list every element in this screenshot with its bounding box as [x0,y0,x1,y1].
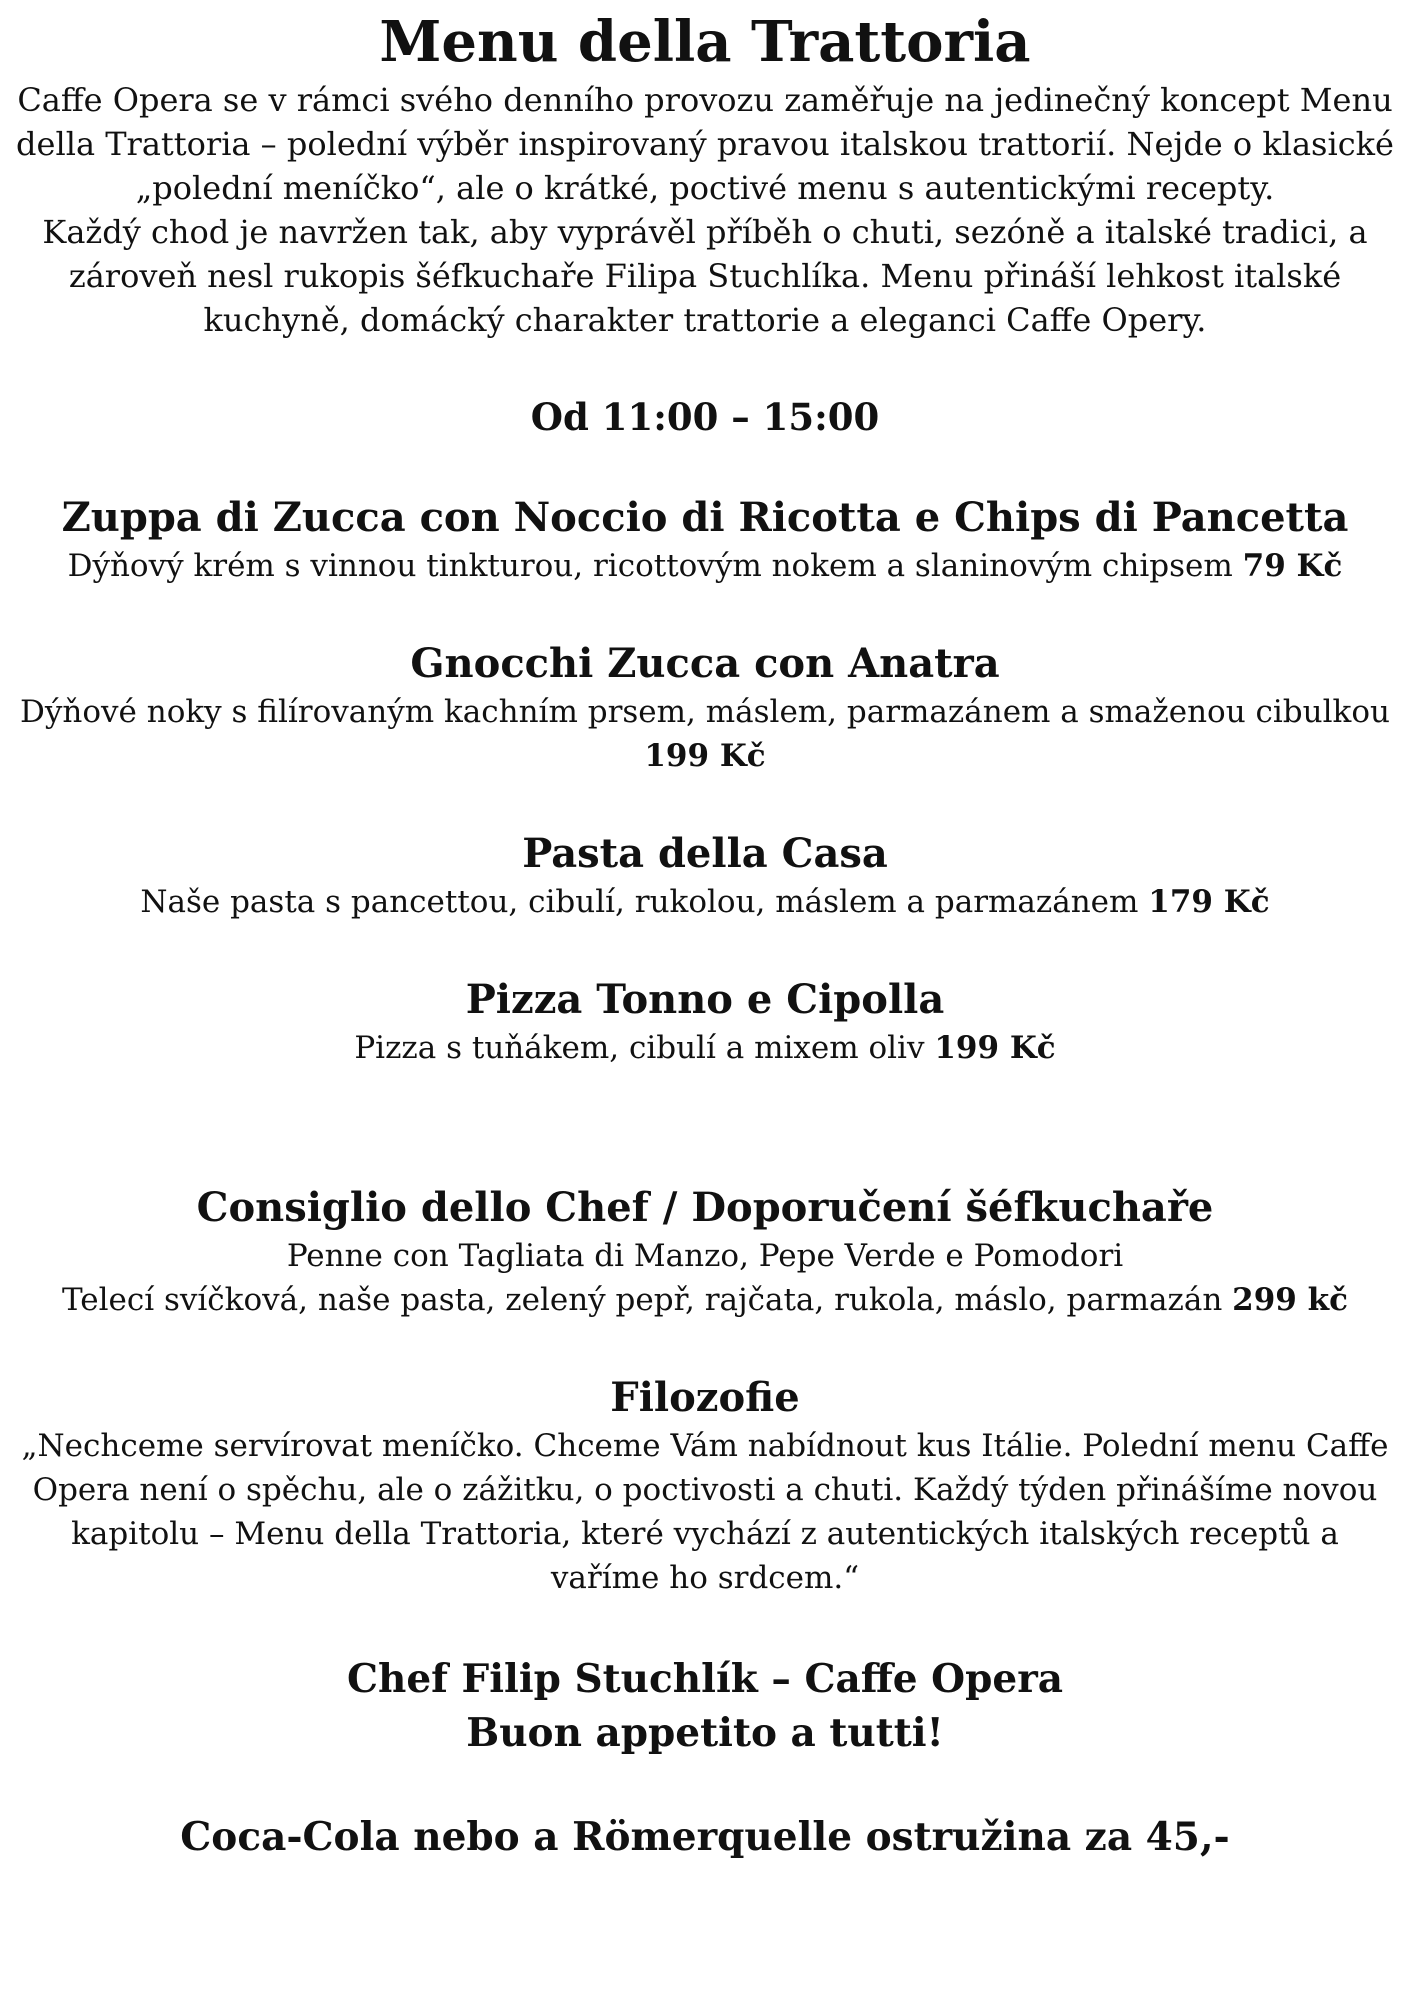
dish-item-soup [0,492,1410,588]
dish-price: 199 Kč [934,1030,1056,1066]
signoff-chef-line: Chef Filip Stuchlík – Caffe Opera [346,1656,1064,1702]
philosophy-heading: Filozofie [610,1374,800,1421]
signoff-greeting: Buon appetito a tutti! [466,1710,944,1756]
philosophy-quote: „Nechceme servírovat meníčko. Chceme Vám nabídnout kus Itálie. Polední menu Caffe Opera není o spěchu, ale o zážitku, o poctivosti a chuti. Každý týden přinášíme novou kapitolu – Menu della Trattoria, které vychází z autentických italských receptů a vaříme ho srdcem.“ [21,1428,1389,1596]
chef-dish-description [0,1278,1410,1322]
dish-description-text: Pizza s tuňákem, cibulí a mixem oliv [354,1030,925,1066]
chef-recommendation-heading: Consiglio dello Chef / Doporučení šéfkuchaře [196,1184,1214,1231]
chef-dish-description-text: Telecí svíčková, naše pasta, zelený pepř, rajčata, rukola, máslo, parmazán [61,1282,1223,1318]
dish-item-pizza [0,974,1410,1070]
dish-description [0,544,1410,588]
dish-name: Gnocchi Zucca con Anatra [410,640,1000,687]
dish-description-text: Dýňové noky s filírovaným kachním prsem, máslem, parmazánem a smaženou cibulkou [20,694,1390,730]
dish-description [0,1026,1410,1070]
dish-price: 79 Kč [1242,548,1343,584]
page-title: Menu della Trattoria [379,9,1031,75]
intro-paragraph-1: Caffe Opera se v rámci svého denního provozu zaměřuje na jedinečný koncept Menu della Trattoria – polední výběr inspirovaný pravou italskou trattorií. Nejde o klasické „polední meníčko“, ale o krátké, poctivé menu s autentickými recepty. [16,81,1394,207]
dish-description [0,880,1410,924]
intro-paragraph-2: Každý chod je navržen tak, aby vyprávěl příběh o chuti, sezóně a italské tradici, a zároveň nesl rukopis šéfkuchaře Filipa Stuchlíka. Menu přináší lehkost italské kuchyně, domácký charakter trattorie a eleganci Caffe Opery. [42,213,1368,339]
dish-price: 199 Kč [644,738,766,774]
dish-price: 179 Kč [1148,884,1270,920]
dish-item-gnocchi [0,638,1410,778]
dish-name: Pizza Tonno e Cipolla [465,976,945,1023]
chef-recommendation [0,1182,1410,1322]
drinks-offer: Coca-Cola nebo a Römerquelle ostružina za 45,- [180,1814,1230,1860]
chef-dish-price: 299 kč [1232,1282,1349,1318]
dish-description [0,690,1410,778]
dish-item-pasta [0,828,1410,924]
dish-name: Zuppa di Zucca con Noccio di Ricotta e Chips di Pancetta [61,494,1349,541]
opening-hours: Od 11:00 – 15:00 [530,395,880,439]
dish-name: Pasta della Casa [522,830,888,877]
philosophy-section [0,1372,1410,1600]
signoff [0,1652,1410,1760]
dish-description-text: Naše pasta s pancettou, cibulí, rukolou, máslem a parmazánem [140,884,1139,920]
dish-description-text: Dýňový krém s vinnou tinkturou, ricottovým nokem a slaninovým chipsem [67,548,1233,584]
chef-dish-italian-name: Penne con Tagliata di Manzo, Pepe Verde e Pomodori [286,1238,1124,1274]
